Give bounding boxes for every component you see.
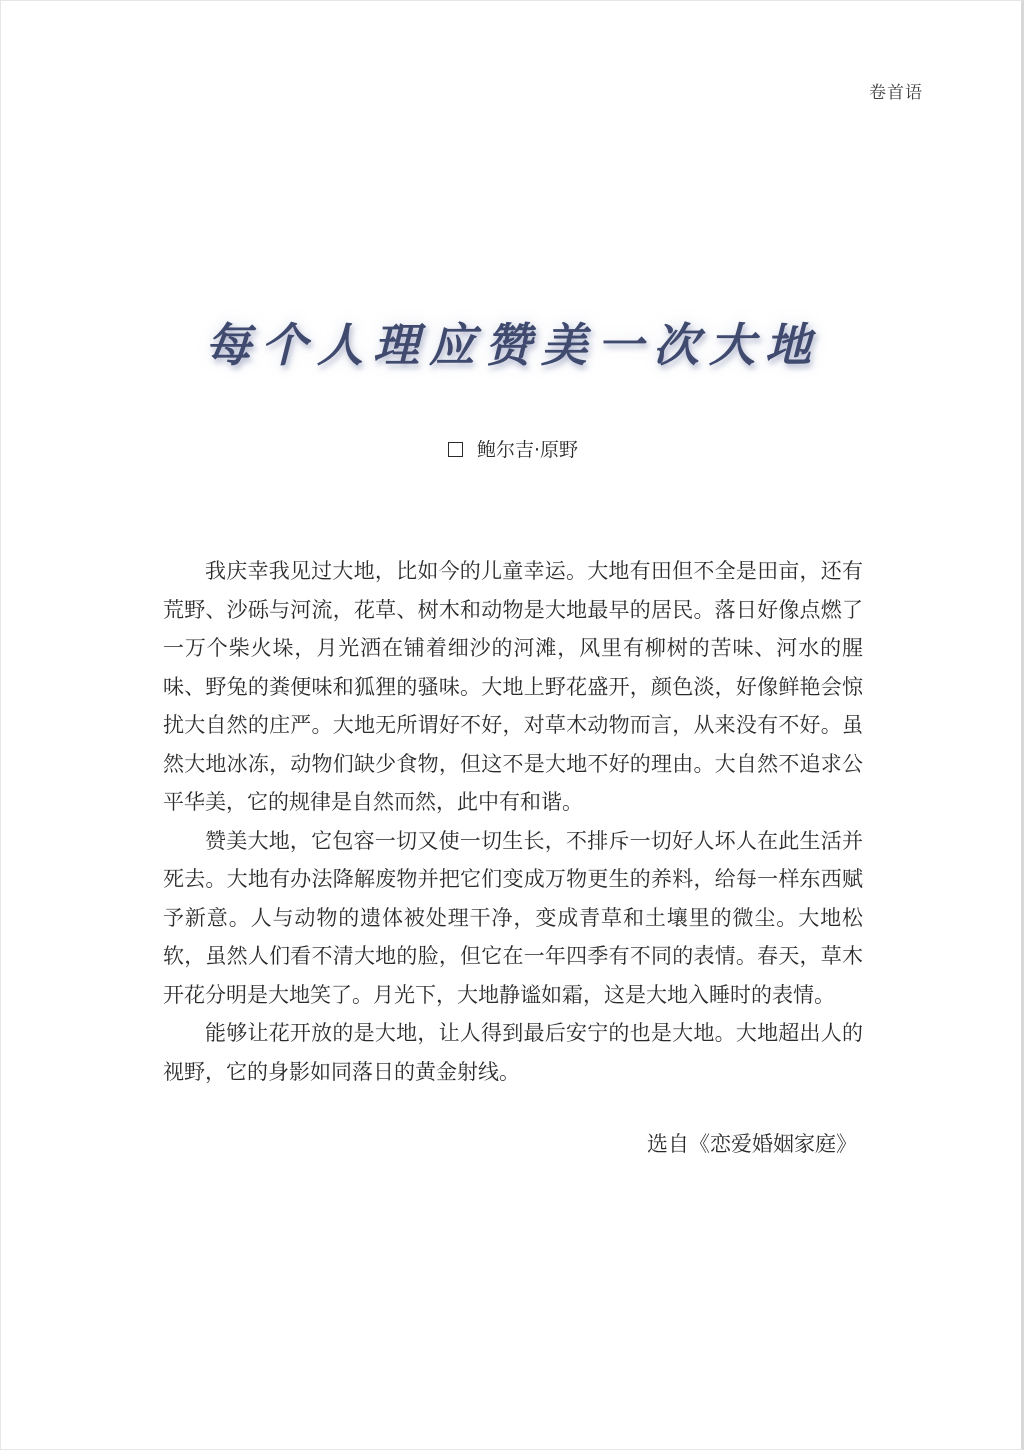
byline [1, 435, 1024, 462]
square-bullet-icon [448, 442, 463, 457]
section-label: 卷首语 [869, 83, 923, 103]
source-citation: 选自《恋爱婚姻家庭》 [647, 1132, 857, 1156]
article-title: 每个人理应赞美一次大地 [205, 318, 821, 372]
paragraph-2: 赞美大地，它包容一切又使一切生长，不排斥一切好人坏人在此生活并死去。大地有办法降解废物并把它们变成万物更生的养料，给每一样东西赋予新意。人与动物的遗体被处理干净，变成青草和土壤里的微尘。大地松软，虽然人们看不清大地的脸，但它在一年四季有不同的表情。春天，草木开花分明是大地笑了。月光下，大地静谧如霜，这是大地入睡时的表情。 [163, 828, 863, 1007]
author-name: 鲍尔吉·原野 [476, 439, 579, 461]
paragraph-3: 能够让花开放的是大地，让人得到最后安宁的也是大地。大地超出人的视野，它的身影如同落日的黄金射线。 [163, 1021, 863, 1084]
paragraph-1: 我庆幸我见过大地，比如今的儿童幸运。大地有田但不全是田亩，还有荒野、沙砾与河流，花草、树木和动物是大地最早的居民。落日好像点燃了一万个柴火垛，月光洒在铺着细沙的河滩，风里有柳树的苦味、河水的腥味、野兔的粪便味和狐狸的骚味。大地上野花盛开，颜色淡，好像鲜艳会惊扰大自然的庄严。大地无所谓好不好，对草木动物而言，从来没有不好。虽然大地冰冻，动物们缺少食物，但这不是大地不好的理由。大自然不追求公平华美，它的规律是自然而然，此中有和谐。 [163, 559, 863, 814]
article-body [163, 552, 863, 1091]
